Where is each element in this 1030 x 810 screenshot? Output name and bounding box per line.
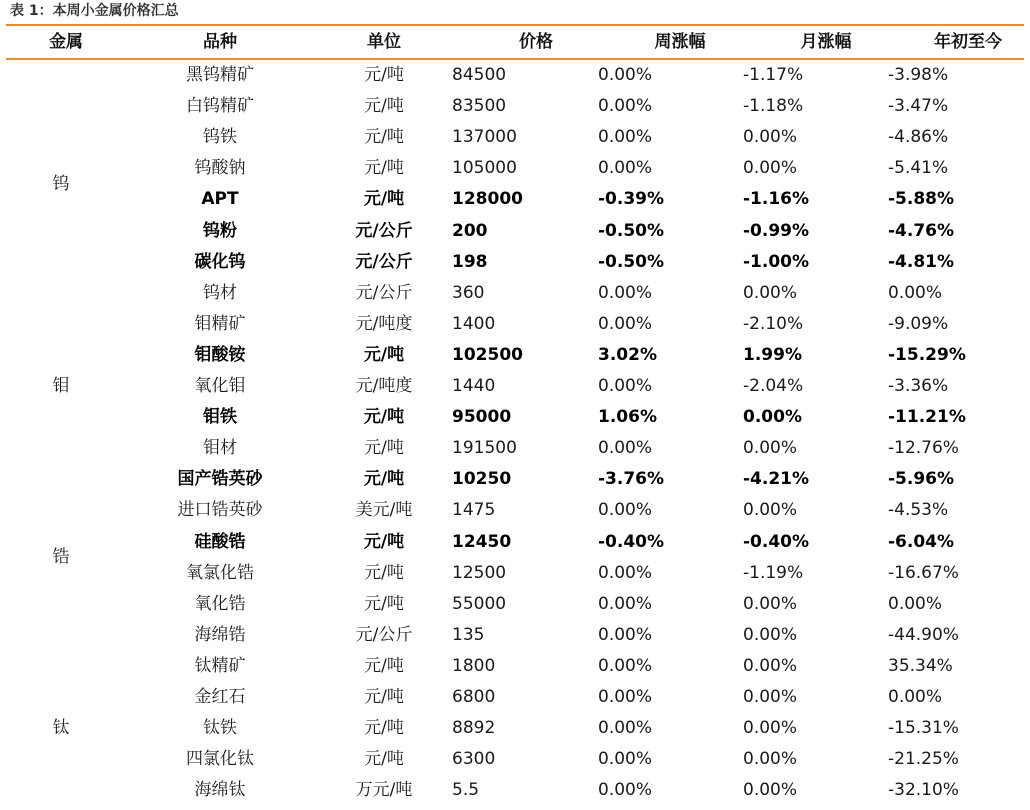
table-header xyxy=(6,27,1024,57)
price-cell: 137000 xyxy=(452,127,517,148)
metal-group-label: 钼 xyxy=(52,375,70,396)
ytd-change-cell: -21.25% xyxy=(888,749,959,770)
variety-cell: 氧氯化锆 xyxy=(186,562,254,583)
monthly-change-cell: 0.00% xyxy=(743,127,798,148)
price-cell: 95000 xyxy=(452,407,512,428)
variety-cell: 海绵钛 xyxy=(194,780,246,801)
unit-cell: 元/吨 xyxy=(363,344,405,365)
monthly-change-cell: -1.17% xyxy=(743,65,804,85)
price-cell: 6800 xyxy=(452,687,496,707)
price-cell: 1800 xyxy=(452,655,496,676)
ytd-change-cell: -5.96% xyxy=(888,469,955,490)
unit-cell: 元/吨 xyxy=(363,469,405,490)
table-row xyxy=(0,651,1030,682)
variety-cell: 硅酸锆 xyxy=(194,531,246,552)
price-cell: 5.5 xyxy=(452,780,480,801)
weekly-change-cell: 0.00% xyxy=(598,780,653,801)
variety-cell: 四氯化钛 xyxy=(186,749,254,770)
price-cell: 12450 xyxy=(452,531,512,552)
monthly-change-cell: 0.00% xyxy=(743,624,798,645)
unit-cell: 美元/吨 xyxy=(355,500,413,521)
ytd-change-cell: 35.34% xyxy=(888,655,953,676)
monthly-change-cell: -0.99% xyxy=(743,220,810,241)
metal-group-label: 钨 xyxy=(52,174,70,194)
price-cell: 1400 xyxy=(452,313,496,334)
variety-cell: 钼材 xyxy=(203,438,237,459)
weekly-change-cell: 0.00% xyxy=(598,313,653,334)
header-weekly-change: 周涨幅 xyxy=(654,32,706,52)
monthly-change-cell: 0.00% xyxy=(743,438,798,459)
monthly-change-cell: 0.00% xyxy=(743,780,798,801)
variety-cell: 钨酸钠 xyxy=(194,158,246,179)
price-cell: 55000 xyxy=(452,593,507,614)
price-cell: 1475 xyxy=(452,500,496,521)
ytd-change-cell: -4.53% xyxy=(888,500,949,521)
unit-cell: 元/吨 xyxy=(363,531,405,552)
metal-group-label: 钛 xyxy=(52,717,70,738)
table-row xyxy=(0,371,1030,402)
variety-cell: 钛铁 xyxy=(203,718,237,739)
ytd-change-cell: -5.88% xyxy=(888,189,955,210)
monthly-change-cell: 0.00% xyxy=(743,158,798,179)
table-row xyxy=(0,775,1030,806)
ytd-change-cell: 0.00% xyxy=(888,282,943,303)
table-row xyxy=(0,402,1030,433)
weekly-change-cell: 0.00% xyxy=(598,687,653,707)
monthly-change-cell: 0.00% xyxy=(743,500,798,521)
unit-cell: 元/吨度 xyxy=(355,313,413,334)
weekly-change-cell: -0.50% xyxy=(598,251,665,272)
table-row xyxy=(0,216,1030,247)
table-row xyxy=(0,247,1030,278)
ytd-change-cell: -11.21% xyxy=(888,407,966,428)
table-row xyxy=(0,682,1030,713)
metal-group-label: 锆 xyxy=(52,547,70,568)
variety-cell: 钨铁 xyxy=(203,127,237,148)
table-row xyxy=(0,122,1030,153)
weekly-change-cell: 0.00% xyxy=(598,438,653,459)
table-row xyxy=(0,278,1030,309)
variety-cell: 钨材 xyxy=(203,282,237,303)
weekly-change-cell: 0.00% xyxy=(598,562,653,583)
weekly-change-cell: 1.06% xyxy=(598,407,657,428)
monthly-change-cell: -4.21% xyxy=(743,469,810,490)
table-row xyxy=(0,744,1030,775)
ytd-change-cell: -15.31% xyxy=(888,718,959,739)
monthly-change-cell: 0.00% xyxy=(743,407,802,428)
weekly-change-cell: 0.00% xyxy=(598,96,653,117)
table-row xyxy=(0,589,1030,620)
unit-cell: 万元/吨 xyxy=(355,780,413,801)
monthly-change-cell: -2.04% xyxy=(743,376,804,396)
variety-cell: 金红石 xyxy=(194,687,246,707)
unit-cell: 元/吨 xyxy=(364,127,404,148)
weekly-change-cell: 0.00% xyxy=(598,718,653,739)
price-cell: 128000 xyxy=(452,189,523,210)
ytd-change-cell: 0.00% xyxy=(888,687,943,707)
monthly-change-cell: 1.99% xyxy=(743,344,802,365)
unit-cell: 元/吨 xyxy=(364,593,404,614)
unit-cell: 元/吨 xyxy=(363,189,405,210)
price-cell: 6300 xyxy=(452,749,496,770)
unit-cell: 元/吨 xyxy=(364,438,404,459)
variety-cell: 海绵锆 xyxy=(194,624,246,645)
ytd-change-cell: -3.98% xyxy=(888,65,949,85)
ytd-change-cell: -6.04% xyxy=(888,531,955,552)
ytd-change-cell: -4.81% xyxy=(888,251,955,272)
weekly-change-cell: 0.00% xyxy=(598,655,653,676)
unit-cell: 元/公斤 xyxy=(355,220,413,241)
price-cell: 105000 xyxy=(452,158,517,179)
table-row xyxy=(0,340,1030,371)
header-variety: 品种 xyxy=(203,32,237,52)
table-row xyxy=(0,558,1030,589)
ytd-change-cell: -3.47% xyxy=(888,96,949,117)
price-cell: 12500 xyxy=(452,562,507,583)
price-cell: 135 xyxy=(452,624,485,645)
table-row xyxy=(0,153,1030,184)
table-row xyxy=(0,527,1030,558)
price-cell: 10250 xyxy=(452,469,512,490)
weekly-change-cell: 0.00% xyxy=(598,593,653,614)
price-cell: 83500 xyxy=(452,96,507,117)
unit-cell: 元/吨 xyxy=(364,749,404,770)
table-row xyxy=(0,433,1030,464)
weekly-change-cell: -3.76% xyxy=(598,469,665,490)
unit-cell: 元/吨度 xyxy=(355,376,413,396)
price-cell: 8892 xyxy=(452,718,496,739)
price-cell: 1440 xyxy=(452,376,496,396)
unit-cell: 元/吨 xyxy=(364,65,404,85)
weekly-change-cell: 0.00% xyxy=(598,749,653,770)
weekly-change-cell: -0.50% xyxy=(598,220,665,241)
monthly-change-cell: -2.10% xyxy=(743,313,804,334)
variety-cell: 国产锆英砂 xyxy=(177,469,263,490)
monthly-change-cell: 0.00% xyxy=(743,749,798,770)
price-cell: 360 xyxy=(452,282,485,303)
ytd-change-cell: -4.86% xyxy=(888,127,949,148)
weekly-change-cell: 0.00% xyxy=(598,127,653,148)
table-caption: 表 1：本周小金属价格汇总 xyxy=(10,3,179,19)
weekly-change-cell: 0.00% xyxy=(598,158,653,179)
variety-cell: 氧化钼 xyxy=(194,376,246,396)
header-metal: 金属 xyxy=(49,32,83,52)
price-cell: 200 xyxy=(452,220,488,241)
price-cell: 102500 xyxy=(452,344,523,365)
header-unit: 单位 xyxy=(367,32,401,52)
ytd-change-cell: -15.29% xyxy=(888,344,966,365)
monthly-change-cell: -1.19% xyxy=(743,562,804,583)
variety-cell: 氧化锆 xyxy=(194,593,246,614)
variety-cell: 白钨精矿 xyxy=(186,96,254,117)
table-row xyxy=(0,91,1030,122)
monthly-change-cell: 0.00% xyxy=(743,687,798,707)
weekly-change-cell: 3.02% xyxy=(598,344,657,365)
variety-cell: 钼铁 xyxy=(203,407,237,428)
monthly-change-cell: -0.40% xyxy=(743,531,810,552)
weekly-change-cell: -0.39% xyxy=(598,189,665,210)
table-row xyxy=(0,713,1030,744)
table-row xyxy=(0,60,1030,91)
header-monthly-change: 月涨幅 xyxy=(800,32,852,52)
unit-cell: 元/公斤 xyxy=(355,251,413,272)
variety-cell: 钼酸铵 xyxy=(194,344,246,365)
table-row xyxy=(0,495,1030,526)
weekly-change-cell: 0.00% xyxy=(598,376,653,396)
table-row xyxy=(0,184,1030,215)
weekly-change-cell: 0.00% xyxy=(598,624,653,645)
variety-cell: APT xyxy=(201,189,239,210)
variety-cell: 进口锆英砂 xyxy=(177,500,263,521)
monthly-change-cell: -1.00% xyxy=(743,251,810,272)
price-cell: 84500 xyxy=(452,65,507,85)
monthly-change-cell: -1.18% xyxy=(743,96,804,117)
monthly-change-cell: 0.00% xyxy=(743,282,798,303)
weekly-change-cell: 0.00% xyxy=(598,282,653,303)
table-top-rule xyxy=(6,24,1024,26)
variety-cell: 钛精矿 xyxy=(194,655,246,676)
unit-cell: 元/吨 xyxy=(364,687,404,707)
variety-cell: 黑钨精矿 xyxy=(186,65,254,85)
weekly-change-cell: 0.00% xyxy=(598,65,653,85)
price-cell: 198 xyxy=(452,251,488,272)
ytd-change-cell: -16.67% xyxy=(888,562,959,583)
unit-cell: 元/吨 xyxy=(364,158,404,179)
unit-cell: 元/吨 xyxy=(364,96,404,117)
ytd-change-cell: -9.09% xyxy=(888,313,949,334)
table-row xyxy=(0,309,1030,340)
weekly-change-cell: -0.40% xyxy=(598,531,665,552)
monthly-change-cell: 0.00% xyxy=(743,718,798,739)
ytd-change-cell: -4.76% xyxy=(888,220,955,241)
ytd-change-cell: -12.76% xyxy=(888,438,959,459)
unit-cell: 元/吨 xyxy=(364,655,404,676)
unit-cell: 元/公斤 xyxy=(355,624,413,645)
unit-cell: 元/公斤 xyxy=(355,282,413,303)
variety-cell: 碳化钨 xyxy=(194,251,246,272)
table-row xyxy=(0,620,1030,651)
monthly-change-cell: 0.00% xyxy=(743,655,798,676)
ytd-change-cell: -32.10% xyxy=(888,780,959,801)
table-row xyxy=(0,464,1030,495)
unit-cell: 元/吨 xyxy=(364,562,404,583)
monthly-change-cell: 0.00% xyxy=(743,593,798,614)
variety-cell: 钨粉 xyxy=(203,220,237,241)
weekly-change-cell: 0.00% xyxy=(598,500,653,521)
variety-cell: 钼精矿 xyxy=(194,313,246,334)
ytd-change-cell: -3.36% xyxy=(888,376,949,396)
ytd-change-cell: 0.00% xyxy=(888,593,943,614)
ytd-change-cell: -44.90% xyxy=(888,624,959,645)
header-ytd-change: 年初至今 xyxy=(934,32,1002,52)
unit-cell: 元/吨 xyxy=(364,718,404,739)
price-cell: 191500 xyxy=(452,438,517,459)
header-price: 价格 xyxy=(519,32,553,52)
monthly-change-cell: -1.16% xyxy=(743,189,810,210)
unit-cell: 元/吨 xyxy=(363,407,405,428)
ytd-change-cell: -5.41% xyxy=(888,158,949,179)
